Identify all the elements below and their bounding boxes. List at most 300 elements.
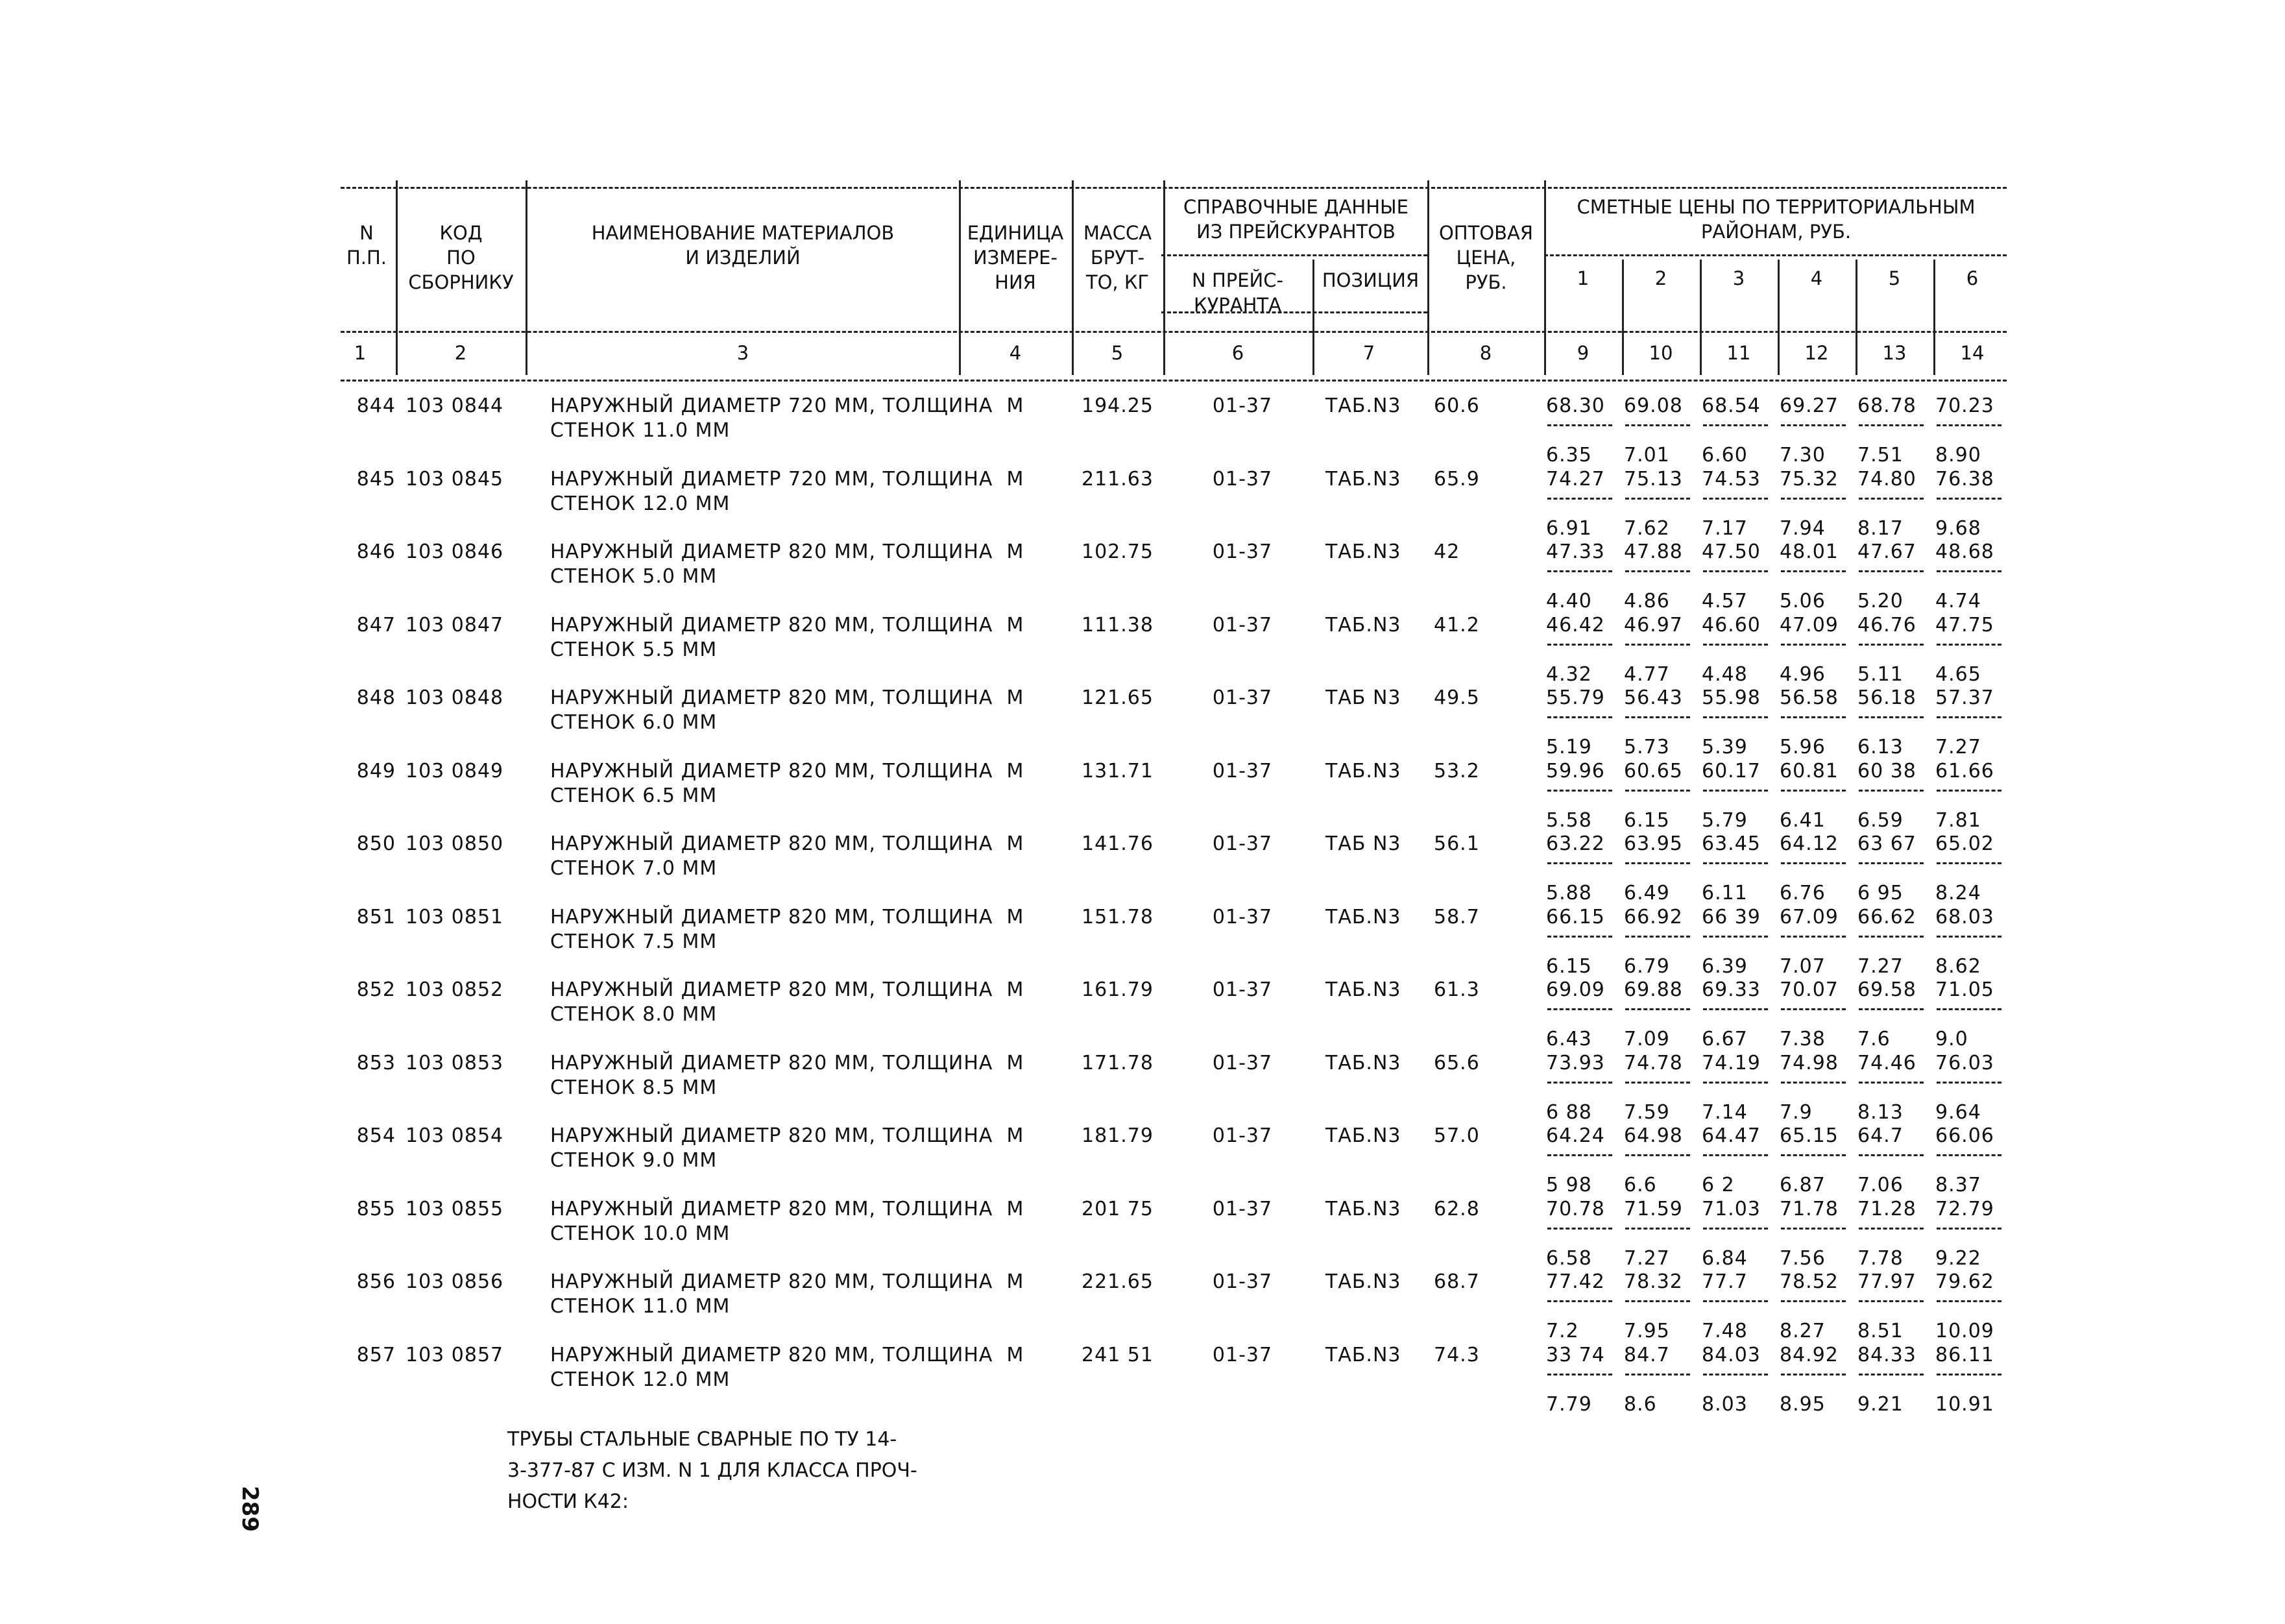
row-region-transport: 6.6 bbox=[1624, 1174, 1657, 1196]
row-unit: М bbox=[1006, 1270, 1024, 1293]
row-unit: М bbox=[1006, 978, 1024, 1001]
region-number: 1 bbox=[1577, 267, 1590, 289]
page-number: 289 bbox=[237, 1486, 263, 1532]
sprav-sub-rule bbox=[1161, 254, 1427, 256]
row-region-price: 84.03 bbox=[1702, 1343, 1761, 1366]
row-region-price: 46.60 bbox=[1702, 613, 1761, 636]
row-pricelist: 01-37 bbox=[1212, 686, 1273, 709]
row-region-price: 78.52 bbox=[1780, 1270, 1839, 1293]
row-unit: М bbox=[1006, 613, 1024, 636]
row-region-transport: 4.74 bbox=[1935, 590, 1981, 612]
row-code: 103 0851 bbox=[405, 905, 504, 928]
row-code: 103 0846 bbox=[405, 540, 504, 563]
row-region-transport: 7.14 bbox=[1702, 1100, 1748, 1124]
fraction-rule bbox=[1703, 498, 1768, 500]
row-region-price: 66.15 bbox=[1546, 905, 1605, 928]
fraction-rule bbox=[1859, 936, 1924, 938]
row-region-transport: 6.79 bbox=[1624, 954, 1670, 978]
row-number: 849 bbox=[356, 759, 396, 782]
fraction-rule bbox=[1781, 936, 1846, 938]
row-region-transport: 8.90 bbox=[1935, 444, 1981, 467]
row-region-transport: 4.57 bbox=[1702, 590, 1748, 612]
fraction-rule bbox=[1625, 1300, 1690, 1302]
row-mass: 111.38 bbox=[1082, 613, 1154, 636]
row-region-transport: 7.59 bbox=[1624, 1100, 1670, 1124]
fraction-rule bbox=[1703, 790, 1768, 792]
row-pricelist: 01-37 bbox=[1212, 613, 1273, 636]
row-name-line2: СТЕНОК 8.5 ММ bbox=[550, 1076, 718, 1099]
row-region-price: 71.05 bbox=[1935, 978, 1994, 1001]
header-mid-rule bbox=[341, 331, 2007, 333]
row-region-price: 84.92 bbox=[1780, 1343, 1839, 1366]
fraction-rule bbox=[1625, 862, 1690, 864]
fraction-rule bbox=[1547, 716, 1612, 718]
fraction-rule bbox=[1547, 1300, 1612, 1302]
region-number: 6 bbox=[1966, 267, 1979, 289]
fraction-rule bbox=[1937, 570, 2001, 572]
row-region-price: 68.54 bbox=[1702, 394, 1761, 417]
row-mass: 131.71 bbox=[1082, 759, 1154, 782]
row-region-price: 76.03 bbox=[1935, 1051, 1994, 1074]
row-mass: 181.79 bbox=[1082, 1124, 1154, 1147]
column-number: 7 bbox=[1362, 342, 1375, 364]
row-position: ТАБ.N3 bbox=[1325, 394, 1401, 417]
fraction-rule bbox=[1859, 498, 1924, 500]
fraction-rule bbox=[1625, 716, 1690, 718]
row-region-transport: 8.6 bbox=[1624, 1392, 1657, 1416]
row-region-price: 68.30 bbox=[1546, 394, 1605, 417]
row-region-transport: 6.58 bbox=[1546, 1246, 1592, 1270]
row-region-price: 47.67 bbox=[1857, 540, 1916, 563]
fraction-rule bbox=[1703, 570, 1768, 572]
header-position: ПОЗИЦИЯ bbox=[1322, 269, 1420, 291]
fraction-rule bbox=[1547, 790, 1612, 792]
row-wholesale-price: 42 bbox=[1434, 540, 1460, 563]
row-name-line2: СТЕНОК 8.0 ММ bbox=[550, 1003, 718, 1026]
fraction-rule bbox=[1859, 1228, 1924, 1230]
row-region-transport: 6.39 bbox=[1702, 954, 1748, 978]
fraction-rule bbox=[1859, 1082, 1924, 1084]
fraction-rule bbox=[1937, 644, 2001, 646]
row-wholesale-price: 74.3 bbox=[1434, 1343, 1480, 1366]
column-number: 1 bbox=[354, 342, 367, 364]
row-region-price: 68.03 bbox=[1935, 905, 1994, 928]
row-name-line1: НАРУЖНЫЙ ДИАМЕТР 820 ММ, ТОЛЩИНА bbox=[550, 759, 993, 782]
row-region-transport: 6 95 bbox=[1857, 882, 1904, 904]
fraction-rule bbox=[1781, 1300, 1846, 1302]
row-region-price: 57.37 bbox=[1935, 686, 1994, 709]
row-region-transport: 8.24 bbox=[1935, 882, 1981, 904]
row-region-transport: 8.95 bbox=[1780, 1392, 1826, 1416]
fraction-rule bbox=[1859, 1154, 1924, 1156]
row-region-price: 74.98 bbox=[1780, 1051, 1839, 1074]
row-code: 103 0855 bbox=[405, 1197, 504, 1220]
row-name-line2: СТЕНОК 5.0 ММ bbox=[550, 565, 718, 588]
fraction-rule bbox=[1781, 1154, 1846, 1156]
row-region-price: 63 67 bbox=[1857, 832, 1916, 855]
column-number: 2 bbox=[454, 342, 467, 364]
fraction-rule bbox=[1859, 1008, 1924, 1010]
row-wholesale-price: 41.2 bbox=[1434, 613, 1480, 636]
row-position: ТАБ.N3 bbox=[1325, 905, 1401, 928]
fraction-rule bbox=[1859, 716, 1924, 718]
fraction-rule bbox=[1625, 1374, 1690, 1376]
row-region-price: 86.11 bbox=[1935, 1343, 1994, 1366]
row-region-price: 78.32 bbox=[1624, 1270, 1683, 1293]
row-pricelist: 01-37 bbox=[1212, 467, 1273, 491]
row-region-transport: 6.11 bbox=[1702, 882, 1748, 904]
row-region-price: 33 74 bbox=[1546, 1343, 1605, 1366]
row-number: 853 bbox=[356, 1051, 396, 1074]
row-number: 857 bbox=[356, 1343, 396, 1366]
row-wholesale-price: 56.1 bbox=[1434, 832, 1480, 855]
row-region-price: 47.50 bbox=[1702, 540, 1761, 563]
row-wholesale-price: 61.3 bbox=[1434, 978, 1480, 1001]
fraction-rule bbox=[1937, 1374, 2001, 1376]
row-name-line1: НАРУЖНЫЙ ДИАМЕТР 820 ММ, ТОЛЩИНА bbox=[550, 1124, 993, 1147]
header-price: ОПТОВАЯ ЦЕНА, РУБ. bbox=[1438, 222, 1534, 293]
row-pricelist: 01-37 bbox=[1212, 759, 1273, 782]
row-region-transport: 9.64 bbox=[1935, 1100, 1981, 1124]
row-code: 103 0844 bbox=[405, 394, 504, 417]
row-unit: М bbox=[1006, 394, 1024, 417]
row-region-transport: 4.40 bbox=[1546, 590, 1592, 612]
fraction-rule bbox=[1781, 716, 1846, 718]
fraction-rule bbox=[1547, 936, 1612, 938]
fraction-rule bbox=[1547, 424, 1612, 426]
row-unit: М bbox=[1006, 759, 1024, 782]
fraction-rule bbox=[1781, 644, 1846, 646]
row-region-price: 59.96 bbox=[1546, 759, 1605, 782]
row-code: 103 0854 bbox=[405, 1124, 504, 1147]
column-number: 11 bbox=[1726, 342, 1751, 364]
row-region-price: 77.7 bbox=[1702, 1270, 1748, 1293]
row-region-transport: 7.6 bbox=[1857, 1028, 1891, 1050]
row-number: 850 bbox=[356, 832, 396, 855]
row-name-line1: НАРУЖНЫЙ ДИАМЕТР 820 ММ, ТОЛЩИНА bbox=[550, 1270, 993, 1293]
row-region-price: 64.7 bbox=[1857, 1124, 1904, 1147]
row-position: ТАБ.N3 bbox=[1325, 1197, 1401, 1220]
row-region-transport: 5.20 bbox=[1857, 590, 1904, 612]
row-region-price: 64.98 bbox=[1624, 1124, 1683, 1147]
row-region-price: 66.62 bbox=[1857, 905, 1916, 928]
fraction-rule bbox=[1937, 1300, 2001, 1302]
row-region-transport: 8.51 bbox=[1857, 1320, 1904, 1342]
row-region-transport: 7.79 bbox=[1546, 1392, 1592, 1416]
fraction-rule bbox=[1703, 1008, 1768, 1010]
row-wholesale-price: 62.8 bbox=[1434, 1197, 1480, 1220]
row-region-transport: 4.32 bbox=[1546, 662, 1592, 686]
row-number: 848 bbox=[356, 686, 396, 709]
row-region-transport: 7.01 bbox=[1624, 444, 1670, 467]
column-number: 12 bbox=[1804, 342, 1829, 364]
row-region-transport: 6 2 bbox=[1702, 1174, 1735, 1196]
fraction-rule bbox=[1859, 1300, 1924, 1302]
fraction-rule bbox=[1937, 716, 2001, 718]
row-unit: М bbox=[1006, 686, 1024, 709]
fraction-rule bbox=[1625, 498, 1690, 500]
fraction-rule bbox=[1703, 1082, 1768, 1084]
fraction-rule bbox=[1703, 1374, 1768, 1376]
row-name-line2: СТЕНОК 6.0 ММ bbox=[550, 711, 718, 734]
row-name-line1: НАРУЖНЫЙ ДИАМЕТР 720 ММ, ТОЛЩИНА bbox=[550, 394, 993, 417]
header-top-rule bbox=[341, 187, 2007, 189]
row-region-transport: 6.49 bbox=[1624, 882, 1670, 904]
row-region-price: 74.80 bbox=[1857, 467, 1916, 491]
column-number: 9 bbox=[1577, 342, 1590, 364]
row-region-transport: 6.59 bbox=[1857, 808, 1904, 832]
row-pricelist: 01-37 bbox=[1212, 1270, 1273, 1293]
row-name-line2: СТЕНОК 10.0 ММ bbox=[550, 1222, 731, 1245]
row-wholesale-price: 65.9 bbox=[1434, 467, 1480, 491]
fraction-rule bbox=[1547, 1008, 1612, 1010]
row-wholesale-price: 49.5 bbox=[1434, 686, 1480, 709]
row-region-transport: 8.03 bbox=[1702, 1392, 1748, 1416]
row-region-price: 69.08 bbox=[1624, 394, 1683, 417]
row-position: ТАБ.N3 bbox=[1325, 540, 1401, 563]
row-region-transport: 5.39 bbox=[1702, 736, 1748, 758]
row-unit: М bbox=[1006, 832, 1024, 855]
row-name-line2: СТЕНОК 9.0 ММ bbox=[550, 1149, 718, 1172]
row-name-line2: СТЕНОК 11.0 ММ bbox=[550, 1295, 731, 1318]
row-unit: М bbox=[1006, 1197, 1024, 1220]
fraction-rule bbox=[1781, 1374, 1846, 1376]
row-unit: М bbox=[1006, 540, 1024, 563]
row-region-transport: 6.67 bbox=[1702, 1028, 1748, 1050]
row-name-line1: НАРУЖНЫЙ ДИАМЕТР 820 ММ, ТОЛЩИНА bbox=[550, 1197, 993, 1220]
row-region-price: 55.79 bbox=[1546, 686, 1605, 709]
header-code: КОД ПО СБОРНИКУ bbox=[408, 222, 514, 293]
row-code: 103 0845 bbox=[405, 467, 504, 491]
fraction-rule bbox=[1547, 644, 1612, 646]
fraction-rule bbox=[1703, 1154, 1768, 1156]
row-region-transport: 7.51 bbox=[1857, 444, 1904, 467]
row-name-line2: СТЕНОК 5.5 ММ bbox=[550, 638, 718, 661]
row-mass: 241 51 bbox=[1082, 1343, 1154, 1366]
row-number: 852 bbox=[356, 978, 396, 1001]
row-region-price: 63.95 bbox=[1624, 832, 1683, 855]
row-region-transport: 7.48 bbox=[1702, 1320, 1748, 1342]
row-name-line2: СТЕНОК 6.5 ММ bbox=[550, 784, 718, 807]
fraction-rule bbox=[1937, 1008, 2001, 1010]
row-region-price: 47.75 bbox=[1935, 613, 1994, 636]
row-region-transport: 9.68 bbox=[1935, 516, 1981, 540]
row-pricelist: 01-37 bbox=[1212, 1197, 1273, 1220]
row-region-price: 71.78 bbox=[1780, 1197, 1839, 1220]
row-region-price: 74.27 bbox=[1546, 467, 1605, 491]
row-region-transport: 7.07 bbox=[1780, 954, 1826, 978]
row-region-transport: 7.09 bbox=[1624, 1028, 1670, 1050]
row-name-line2: СТЕНОК 12.0 ММ bbox=[550, 492, 731, 515]
row-number: 847 bbox=[356, 613, 396, 636]
fraction-rule bbox=[1781, 498, 1846, 500]
row-wholesale-price: 65.6 bbox=[1434, 1051, 1480, 1074]
row-region-price: 56.18 bbox=[1857, 686, 1916, 709]
column-number: 3 bbox=[736, 342, 749, 364]
row-region-transport: 6.43 bbox=[1546, 1028, 1592, 1050]
row-region-price: 64.12 bbox=[1780, 832, 1839, 855]
row-region-transport: 5 98 bbox=[1546, 1174, 1592, 1196]
row-region-transport: 5.11 bbox=[1857, 662, 1904, 686]
row-region-transport: 7.27 bbox=[1857, 954, 1904, 978]
row-region-transport: 7.56 bbox=[1780, 1246, 1826, 1270]
row-region-price: 84.7 bbox=[1624, 1343, 1670, 1366]
row-wholesale-price: 68.7 bbox=[1434, 1270, 1480, 1293]
region-number: 2 bbox=[1654, 267, 1667, 289]
row-wholesale-price: 58.7 bbox=[1434, 905, 1480, 928]
row-region-price: 66.92 bbox=[1624, 905, 1683, 928]
row-region-price: 69.58 bbox=[1857, 978, 1916, 1001]
row-unit: М bbox=[1006, 1343, 1024, 1366]
row-region-transport: 7.2 bbox=[1546, 1320, 1579, 1342]
row-region-transport: 6.87 bbox=[1780, 1174, 1826, 1196]
row-region-transport: 6.91 bbox=[1546, 516, 1592, 540]
fraction-rule bbox=[1703, 1300, 1768, 1302]
fraction-rule bbox=[1625, 1228, 1690, 1230]
row-region-price: 65.15 bbox=[1780, 1124, 1839, 1147]
fraction-rule bbox=[1859, 644, 1924, 646]
row-pricelist: 01-37 bbox=[1212, 394, 1273, 417]
row-code: 103 0856 bbox=[405, 1270, 504, 1293]
row-mass: 221.65 bbox=[1082, 1270, 1154, 1293]
row-region-transport: 5.19 bbox=[1546, 736, 1592, 758]
row-pricelist: 01-37 bbox=[1212, 832, 1273, 855]
row-region-transport: 7.78 bbox=[1857, 1246, 1904, 1270]
row-region-price: 71.28 bbox=[1857, 1197, 1916, 1220]
row-region-transport: 8.17 bbox=[1857, 516, 1904, 540]
header-npp: N П.П. bbox=[346, 222, 387, 269]
row-region-price: 48.68 bbox=[1935, 540, 1994, 563]
fraction-rule bbox=[1547, 862, 1612, 864]
row-region-transport: 7.38 bbox=[1780, 1028, 1826, 1050]
row-unit: М bbox=[1006, 1124, 1024, 1147]
row-region-price: 69.88 bbox=[1624, 978, 1683, 1001]
row-name-line1: НАРУЖНЫЙ ДИАМЕТР 820 ММ, ТОЛЩИНА bbox=[550, 1343, 993, 1366]
row-region-price: 73.93 bbox=[1546, 1051, 1605, 1074]
fraction-rule bbox=[1703, 424, 1768, 426]
fraction-rule bbox=[1937, 1082, 2001, 1084]
row-region-price: 72.79 bbox=[1935, 1197, 1994, 1220]
column-number: 14 bbox=[1960, 342, 1985, 364]
fraction-rule bbox=[1547, 1154, 1612, 1156]
row-number: 855 bbox=[356, 1197, 396, 1220]
row-region-transport: 5.96 bbox=[1780, 736, 1826, 758]
section-title: ТРУБЫ СТАЛЬНЫЕ СВАРНЫЕ ПО ТУ 14- 3-377-87 С ИЗМ. N 1 ДЛЯ КЛАССА ПРОЧ- НОСТИ К42: bbox=[507, 1428, 917, 1513]
row-region-price: 60.81 bbox=[1780, 759, 1839, 782]
row-mass: 171.78 bbox=[1082, 1051, 1154, 1074]
row-name-line1: НАРУЖНЫЙ ДИАМЕТР 720 ММ, ТОЛЩИНА bbox=[550, 467, 993, 491]
header-smet: СМЕТНЫЕ ЦЕНЫ ПО ТЕРРИТОРИАЛЬНЫМ РАЙОНАМ, РУБ. bbox=[1577, 196, 1976, 243]
fraction-rule bbox=[1781, 424, 1846, 426]
row-unit: М bbox=[1006, 1051, 1024, 1074]
smet-sub-rule bbox=[1544, 254, 2007, 256]
fraction-rule bbox=[1547, 1374, 1612, 1376]
row-region-transport: 6.13 bbox=[1857, 736, 1904, 758]
fraction-rule bbox=[1625, 644, 1690, 646]
fraction-rule bbox=[1859, 1374, 1924, 1376]
row-region-price: 48.01 bbox=[1780, 540, 1839, 563]
row-region-transport: 9.21 bbox=[1857, 1392, 1904, 1416]
row-region-price: 79.62 bbox=[1935, 1270, 1994, 1293]
column-number: 10 bbox=[1649, 342, 1673, 364]
row-mass: 151.78 bbox=[1082, 905, 1154, 928]
col-sep bbox=[526, 180, 527, 375]
row-region-transport: 4.96 bbox=[1780, 662, 1826, 686]
fraction-rule bbox=[1781, 1082, 1846, 1084]
row-region-transport: 6.15 bbox=[1624, 808, 1670, 832]
row-region-price: 71.59 bbox=[1624, 1197, 1683, 1220]
row-region-price: 75.32 bbox=[1780, 467, 1839, 491]
row-region-price: 47.33 bbox=[1546, 540, 1605, 563]
row-name-line1: НАРУЖНЫЙ ДИАМЕТР 820 ММ, ТОЛЩИНА bbox=[550, 905, 993, 928]
fraction-rule bbox=[1703, 1228, 1768, 1230]
row-region-price: 61.66 bbox=[1935, 759, 1994, 782]
row-code: 103 0852 bbox=[405, 978, 504, 1001]
header-pricelist: N ПРЕЙС- КУРАНТА bbox=[1192, 269, 1283, 316]
row-name-line2: СТЕНОК 7.5 ММ bbox=[550, 930, 718, 953]
row-mass: 141.76 bbox=[1082, 832, 1154, 855]
row-position: ТАБ.N3 bbox=[1325, 613, 1401, 636]
row-region-price: 47.09 bbox=[1780, 613, 1839, 636]
row-position: ТАБ.N3 bbox=[1325, 978, 1401, 1001]
row-number: 846 bbox=[356, 540, 396, 563]
row-region-price: 55.98 bbox=[1702, 686, 1761, 709]
header-sprav: СПРАВОЧНЫЕ ДАННЫЕ ИЗ ПРЕЙСКУРАНТОВ bbox=[1183, 196, 1408, 243]
row-mass: 201 75 bbox=[1082, 1197, 1154, 1220]
column-number: 13 bbox=[1882, 342, 1907, 364]
row-region-transport: 8.37 bbox=[1935, 1174, 1981, 1196]
fraction-rule bbox=[1547, 1228, 1612, 1230]
fraction-rule bbox=[1625, 1154, 1690, 1156]
row-name-line1: НАРУЖНЫЙ ДИАМЕТР 820 ММ, ТОЛЩИНА bbox=[550, 978, 993, 1001]
row-region-price: 70.23 bbox=[1935, 394, 1994, 417]
row-region-transport: 7.81 bbox=[1935, 808, 1981, 832]
column-number: 5 bbox=[1111, 342, 1124, 364]
row-region-price: 70.78 bbox=[1546, 1197, 1605, 1220]
row-region-transport: 5.73 bbox=[1624, 736, 1670, 758]
row-region-price: 68.78 bbox=[1857, 394, 1916, 417]
row-region-transport: 8.62 bbox=[1935, 954, 1981, 978]
row-name-line2: СТЕНОК 12.0 ММ bbox=[550, 1368, 731, 1391]
row-region-transport: 9.22 bbox=[1935, 1246, 1981, 1270]
row-region-transport: 4.86 bbox=[1624, 590, 1670, 612]
row-region-price: 75.13 bbox=[1624, 467, 1683, 491]
row-pricelist: 01-37 bbox=[1212, 1343, 1273, 1366]
row-region-transport: 5.58 bbox=[1546, 808, 1592, 832]
row-region-transport: 10.09 bbox=[1935, 1320, 1994, 1342]
row-code: 103 0849 bbox=[405, 759, 504, 782]
row-name-line1: НАРУЖНЫЙ ДИАМЕТР 820 ММ, ТОЛЩИНА bbox=[550, 686, 993, 709]
row-name-line1: НАРУЖНЫЙ ДИАМЕТР 820 ММ, ТОЛЩИНА bbox=[550, 613, 993, 636]
row-number: 845 bbox=[356, 467, 396, 491]
row-number: 844 bbox=[356, 394, 396, 417]
row-region-price: 64.47 bbox=[1702, 1124, 1761, 1147]
row-region-transport: 5.88 bbox=[1546, 882, 1592, 904]
row-region-price: 65.02 bbox=[1935, 832, 1994, 855]
fraction-rule bbox=[1625, 936, 1690, 938]
row-position: ТАБ N3 bbox=[1325, 832, 1401, 855]
row-pricelist: 01-37 bbox=[1212, 540, 1273, 563]
fraction-rule bbox=[1859, 790, 1924, 792]
row-position: ТАБ.N3 bbox=[1325, 1343, 1401, 1366]
header-unit: ЕДИНИЦА ИЗМЕРЕ- НИЯ bbox=[967, 222, 1064, 293]
row-region-transport: 7.27 bbox=[1624, 1246, 1670, 1270]
row-code: 103 0857 bbox=[405, 1343, 504, 1366]
row-region-transport: 5.79 bbox=[1702, 808, 1748, 832]
row-code: 103 0847 bbox=[405, 613, 504, 636]
row-region-transport: 6.84 bbox=[1702, 1246, 1748, 1270]
row-region-transport: 6.76 bbox=[1780, 882, 1826, 904]
